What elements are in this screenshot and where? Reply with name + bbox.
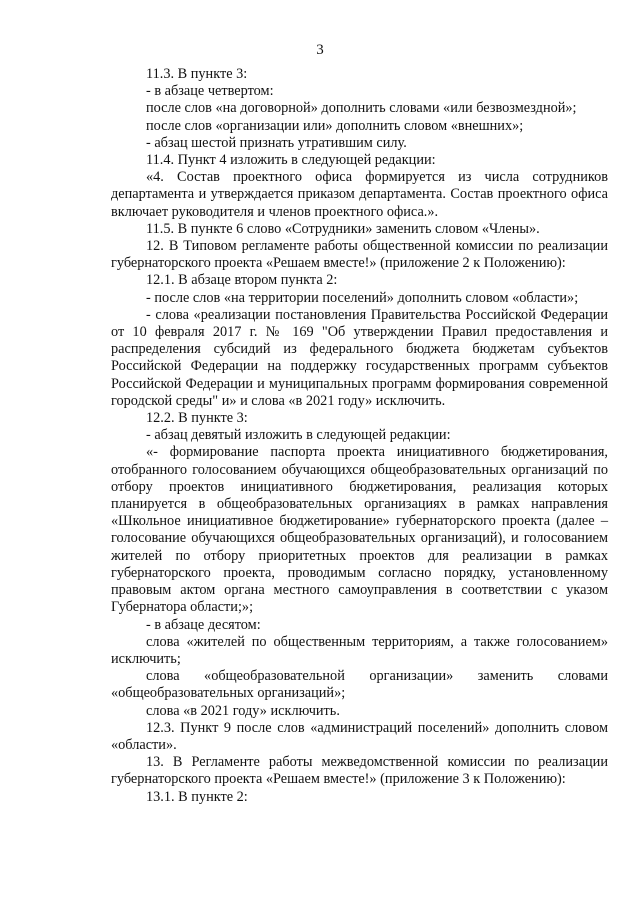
paragraph: - абзац девятый изложить в следующей редакции: [146, 427, 451, 444]
paragraph: после слов «на договорной» дополнить словами «или безвозмездной»; [146, 100, 577, 117]
document-body [111, 66, 608, 806]
paragraph: 12.2. В пункте 3: [146, 410, 248, 427]
paragraph: 12.3. Пункт 9 после слов «администраций поселений» дополнить словом «области». [111, 719, 608, 753]
paragraph: «4. Состав проектного офиса формируется из числа сотрудников департамента и утверждается приказом департамента. Состав проектного офиса включает руководителя и членов проектного офиса.». [111, 169, 608, 220]
paragraph: после слов «организации или» дополнить словом «внешних»; [146, 117, 524, 134]
paragraph: «- формирование паспорта проекта инициативного бюджетирования, отобранного голосованием обучающихся общеобразовательных организаций по отбору проектов инициативного бюджетирования, реализация которых планируется в общеобразовательных организациях в рамках направления «Школьное инициативное бюджетирование» губернаторского проекта (далее – голосование обучающихся общеобразовательных организаций), и голосованием жителей по отбору приоритетных проектов для реализации в рамках губернаторского проекта, проводимым согласно порядку, установленному правовым актом органа местного самоуправления в соответствии с указом Губернатора области;»; [111, 444, 608, 616]
paragraph: слова «общеобразовательной организации» заменить словами «общеобразовательных организаций»; [111, 668, 608, 702]
paragraph: слова «жителей по общественным территориям, а также голосованием» исключить; [111, 633, 608, 667]
page-number: 3 [316, 42, 324, 58]
paragraph: слова «в 2021 году» исключить. [146, 702, 340, 719]
paragraph: 11.4. Пункт 4 изложить в следующей редакции: [146, 152, 436, 169]
paragraph: 12. В Типовом регламенте работы общественной комиссии по реализации губернаторского проекта «Решаем вместе!» (приложение 2 к Положению): [111, 238, 608, 272]
paragraph: 12.1. В абзаце втором пункта 2: [146, 272, 338, 289]
paragraph: - после слов «на территории поселений» дополнить словом «области»; [146, 289, 579, 306]
paragraph: - в абзаце четвертом: [146, 83, 274, 100]
paragraph: 13.1. В пункте 2: [146, 788, 248, 805]
paragraph: - абзац шестой признать утратившим силу. [146, 134, 407, 151]
paragraph: 11.5. В пункте 6 слово «Сотрудники» заменить словом «Члены». [146, 220, 540, 237]
paragraph: 11.3. В пункте 3: [146, 66, 248, 82]
paragraph: - в абзаце десятом: [146, 616, 261, 633]
paragraph: - слова «реализации постановления Правительства Российской Федерации от 10 февраля 2017 г. № 169 "Об утверждении Правил предоставления и распределения субсидий из федерального бюджета бюджетам субъектов Российской Федерации на поддержку государственных программ субъектов Российской Федерации и муниципальных программ формирования современной городской среды" и» и слова «в 2021 году» исключить. [111, 306, 608, 409]
paragraph: 13. В Регламенте работы межведомственной комиссии по реализации губернаторского проекта «Решаем вместе!» (приложение 3 к Положению): [111, 754, 608, 788]
